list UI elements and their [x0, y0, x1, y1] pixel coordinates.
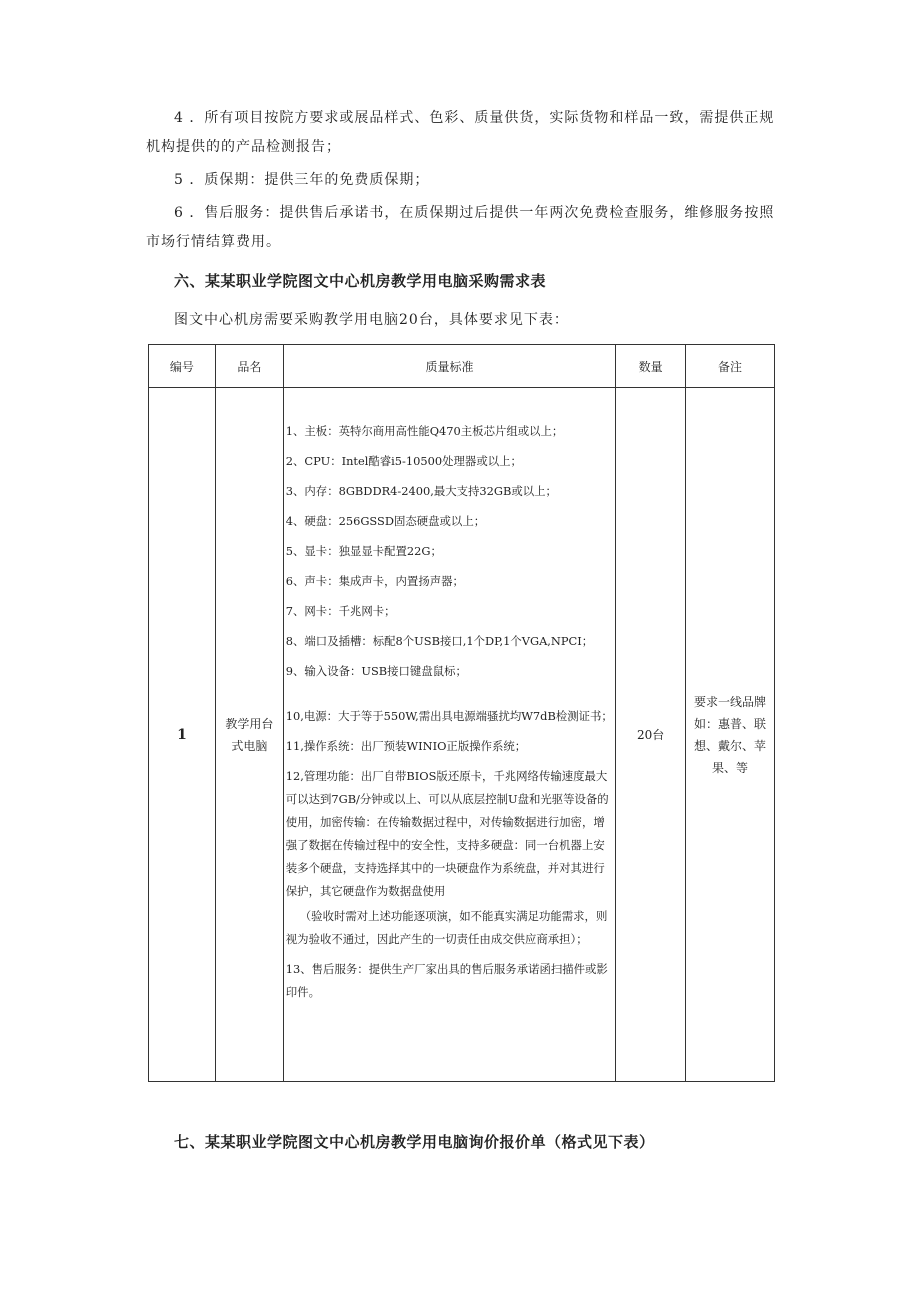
section-7-title: 七、某某职业学院图文中心机房教学用电脑询价报价单（格式见下表） — [174, 1133, 655, 1151]
procurement-table — [148, 344, 775, 1082]
table-row — [149, 388, 775, 1082]
spec-line: 6、声卡：集成声卡，内置扬声器； — [285, 574, 464, 588]
header-remark: 备注 — [686, 345, 775, 388]
header-quantity: 数量 — [616, 345, 686, 388]
header-id: 编号 — [149, 345, 216, 388]
paragraph-item-4: 4 ．所有项目按院方要求或展品样式、色彩、质量供货，实际货物和样品一致，需提供正规机构提供的的产品检测报告； — [146, 110, 775, 155]
spec-line: 5、显卡：独显显卡配置22G； — [285, 544, 442, 558]
spec-line: 11,操作系统：出厂预装WINIO正版操作系统； — [285, 739, 527, 753]
spec-line: 8、端口及插槽：标配8个USB接口,1个DP,1个VGA,NPCI； — [285, 634, 594, 648]
section-6-intro: 图文中心机房需要采购教学用电脑20台，具体要求见下表： — [174, 312, 569, 328]
cell-remark: 要求一线品牌如：惠普、联想、戴尔、苹果、等 — [686, 388, 775, 1082]
spec-line: 2、CPU：Intel酷睿i5-10500处理器或以上； — [285, 454, 522, 468]
cell-name: 教学用台式电脑 — [215, 388, 283, 1082]
table-header-row — [149, 345, 775, 388]
spec-line: 12,管理功能：出厂自带BIOS版还原卡，千兆网络传输速度最大可以达到7GB/分钟或以上、可以从底层控制U盘和光驱等设备的使用，加密传输：在传输数据过程中，对传输数据进行加密，增强了数据在传输过程中的安全性，支持多硬盘：同一台机器上安装多个硬盘，支持选择其中的一块硬盘作为系统盘，并对其进行保护，其它硬盘作为数据盘使用 — [285, 769, 609, 898]
header-name: 品名 — [215, 345, 283, 388]
header-spec: 质量标准 — [283, 345, 615, 388]
paragraph-item-5: 5 ．质保期：提供三年的免费质保期； — [174, 172, 430, 188]
spec-line: 3、内存：8GBDDR4-2400,最大支持32GB或以上； — [285, 484, 557, 498]
paragraph-item-6: 6 ．售后服务：提供售后承诺书，在质保期过后提供一年两次免费检查服务，维修服务按照市场行情结算费用。 — [146, 205, 775, 250]
cell-quantity: 20台 — [616, 388, 686, 1082]
spec-line: 1、主板：英特尔商用高性能Q470主板芯片组或以上； — [285, 424, 564, 438]
spec-line: 9、输入设备：USB接口键盘鼠标； — [285, 664, 467, 678]
section-6-title: 六、某某职业学院图文中心机房教学用电脑采购需求表 — [174, 272, 547, 290]
cell-spec — [283, 388, 615, 1082]
cell-id: 1 — [149, 388, 216, 1082]
spec-line: 13、售后服务：提供生产厂家出具的售后服务承诺函扫描件或影印件。 — [285, 962, 608, 999]
spec-line: 7、网卡：千兆网卡； — [285, 604, 396, 618]
spec-line: 4、硬盘：256GSSD固态硬盘或以上； — [285, 514, 486, 528]
spec-line: （验收时需对上述功能逐项演，如不能真实满足功能需求，则视为验收不通过，因此产生的一切责任由成交供应商承担）； — [285, 909, 608, 946]
spec-line: 10,电源：大于等于550W,需出具电源端骚扰均W7dB检测证书； — [285, 709, 613, 723]
